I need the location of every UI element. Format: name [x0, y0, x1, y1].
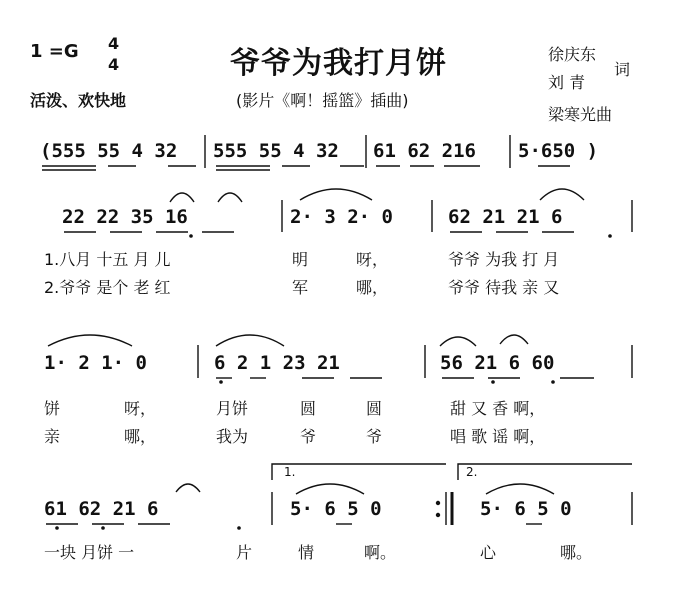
slur [170, 193, 194, 202]
lyric-verse-1: 明 [292, 250, 309, 269]
time-signature-bottom: 4 [108, 55, 120, 74]
lyric-verse-1: 呀， [356, 250, 389, 269]
slur [296, 484, 364, 494]
volta-2-label: 2. [466, 465, 478, 479]
slur [300, 189, 372, 200]
repeat-dot [436, 501, 440, 505]
lyric-verse-1: 啊。 [364, 543, 397, 562]
lyric-verse-1: 1.八月 十五 月 儿 [44, 250, 171, 269]
lyric-verse-2: 军 [292, 278, 309, 297]
lyric-verse-2: 爷 [300, 427, 317, 446]
lyric-verse-1: 一块 月饼 一 [44, 543, 135, 562]
volta-1-label: 1. [284, 465, 296, 479]
measure-notes: 5·650 ) [518, 140, 599, 162]
lyric-verse-2: 哪， [356, 278, 389, 297]
repeat-dot [436, 513, 440, 517]
lyric-verse-1: 饼 [44, 399, 61, 418]
measure-notes: 6 2 1 23 21 [214, 352, 340, 374]
lyric-verse-1: 爷爷 为我 打 月 [448, 250, 560, 269]
lyric-verse-2: 哪， [124, 427, 157, 446]
volta-1-bracket [272, 464, 446, 480]
lyricist-1: 徐庆东 [548, 45, 597, 64]
measure-notes: 5· 6 5 0 [480, 498, 572, 520]
song-subtitle: (影片《啊！摇篮》插曲) [236, 91, 409, 110]
lyric-role: 词 [614, 60, 631, 79]
slur [216, 335, 284, 346]
measure-notes: 5· 6 5 0 [290, 498, 382, 520]
measure-notes: 1· 2 1· 0 [44, 352, 147, 374]
slur [540, 189, 584, 200]
measure-notes: 61 62 21 6 [44, 498, 159, 520]
lyric-verse-2: 我为 [216, 427, 249, 446]
measure-notes: 2· 3 2· 0 [290, 206, 393, 228]
slur [218, 193, 242, 202]
lyric-verse-1: 月饼 [216, 399, 249, 418]
lyric-verse-1: 圆 [300, 399, 317, 418]
lyric-verse-1: 呀， [124, 399, 157, 418]
slur [176, 484, 200, 492]
lyric-verse-1: 心 [480, 543, 497, 562]
lyric-verse-1: 情 [298, 543, 315, 562]
composer: 梁寒光曲 [548, 105, 613, 124]
measure-notes: 62 21 21 6 [448, 206, 563, 228]
measure-notes: 555 55 4 32 [213, 140, 339, 162]
lyric-verse-1: 哪。 [560, 543, 593, 562]
lyric-verse-2: 爷 [366, 427, 383, 446]
slur [440, 337, 476, 346]
measure-notes: 61 62 216 [373, 140, 476, 162]
lyric-verse-1: 甜 又 香 啊， [450, 399, 546, 418]
measure-notes: (555 55 4 32 [40, 140, 178, 162]
slur [500, 335, 528, 344]
lyricist-2: 刘 青 [548, 73, 586, 92]
song-title: 爷爷为我打月饼 [230, 46, 447, 81]
volta-2-bracket [458, 464, 632, 480]
slur [48, 335, 132, 346]
measure-notes: 22 22 35 16 [62, 206, 188, 228]
lyric-verse-2: 爷爷 待我 亲 又 [448, 278, 560, 297]
measure-notes: 56 21 6 60 [440, 352, 555, 374]
lyric-verse-1: 圆 [366, 399, 383, 418]
time-signature-top: 4 [108, 34, 120, 53]
lyric-verse-1: 片 [236, 543, 253, 562]
lyric-verse-2: 唱 歌 谣 啊， [450, 427, 546, 446]
key-signature: 1 =G [30, 41, 79, 62]
tempo-marking: 活泼、欢快地 [30, 91, 127, 110]
slur [486, 484, 554, 494]
lyric-verse-2: 2.爷爷 是个 老 红 [44, 278, 171, 297]
lyric-verse-2: 亲 [44, 427, 61, 446]
